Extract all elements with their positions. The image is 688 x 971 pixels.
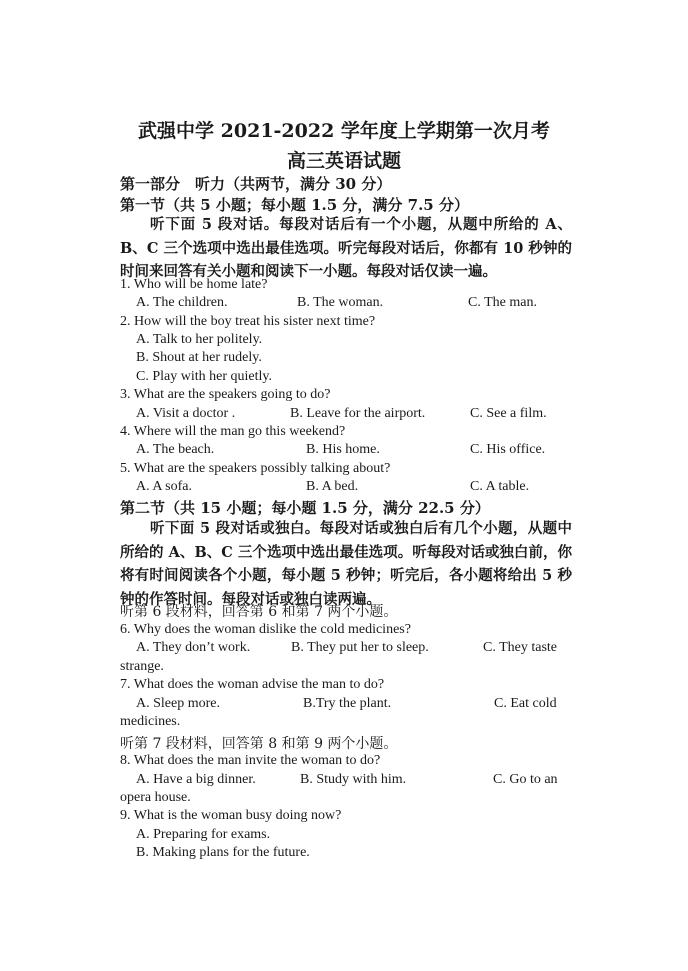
question-6-option-b: B. They put her to sleep. — [291, 640, 429, 655]
question-8-option-b: B. Study with him. — [300, 772, 407, 787]
material-6-note: 听第 6 段材料，回答第 6 和第 7 两个小题。 — [120, 604, 398, 620]
question-3-option-a: A. Visit a doctor . — [136, 406, 236, 421]
question-4-option-a: A. The beach. — [136, 442, 215, 457]
material-7-note: 听第 7 段材料，回答第 8 和第 9 两个小题。 — [120, 736, 398, 752]
page-title: 武强中学 2021-2022 学年度上学期第一次月考 — [138, 120, 550, 142]
question-5-stem: 5. What are the speakers possibly talking about? — [120, 461, 391, 476]
question-1-option-b: B. The woman. — [297, 295, 384, 310]
question-6-option-a: A. They don’t work. — [136, 640, 251, 655]
question-4-option-b: B. His home. — [306, 442, 380, 457]
section2-heading: 第二节（共 15 小题；每小题 1.5 分，满分 22.5 分） — [120, 499, 490, 517]
question-9-option-a: A. Preparing for exams. — [136, 827, 271, 842]
question-3-stem: 3. What are the speakers going to do? — [120, 387, 331, 402]
section2-instructions: 听下面 5 段对话或独白。每段对话或独白后有几个小题，从题中所给的 A、B、C 三个选项中选出最佳选项。听每段对话或独白前，你将有时间阅读各个小题，每小题 5 秒钟；听完后，各小题将给出 5 秒钟的作答时间。每段对话或独白读两遍。 — [120, 520, 572, 608]
question-2-option-c: C. Play with her quietly. — [136, 369, 272, 384]
question-8-option-a: A. Have a big dinner. — [136, 772, 256, 787]
question-5-option-b: B. A bed. — [306, 479, 359, 494]
section1-heading: 第一节（共 5 小题；每小题 1.5 分，满分 7.5 分） — [120, 196, 469, 214]
question-2-stem: 2. How will the boy treat his sister next time? — [120, 314, 376, 329]
question-4-option-c: C. His office. — [470, 442, 546, 457]
question-6-option-c: C. They taste — [483, 640, 558, 655]
question-4-stem: 4. Where will the man go this weekend? — [120, 424, 346, 439]
question-8-option-c: C. Go to an — [493, 772, 558, 787]
question-7-option-a: A. Sleep more. — [136, 696, 220, 711]
question-1-option-c: C. The man. — [468, 295, 537, 310]
question-2-option-a: A. Talk to her politely. — [136, 332, 263, 347]
question-7-stem: 7. What does the woman advise the man to do? — [120, 677, 385, 692]
question-5-option-c: C. A table. — [470, 479, 530, 494]
question-2-option-b: B. Shout at her rudely. — [136, 350, 262, 365]
part1-heading: 第一部分 听力（共两节，满分 30 分） — [120, 175, 392, 193]
question-3-option-c: C. See a film. — [470, 406, 547, 421]
question-3-option-b: B. Leave for the airport. — [290, 406, 426, 421]
question-9-stem: 9. What is the woman busy doing now? — [120, 808, 342, 823]
section1-instructions: 听下面 5 段对话。每段对话后有一个小题，从题中所给的 A、B、C 三个选项中选出最佳选项。听完每段对话后，你都有 10 秒钟的时间来回答有关小题和阅读下一小题。每段对话仅读一遍。 — [120, 216, 572, 280]
question-7-option-c: C. Eat cold — [494, 696, 557, 711]
question-1-stem: 1. Who will be home late? — [120, 277, 268, 292]
question-8-option-c-continued: opera house. — [120, 790, 191, 805]
question-9-option-b: B. Making plans for the future. — [136, 845, 310, 860]
question-7-option-c-continued: medicines. — [120, 714, 181, 729]
question-6-stem: 6. Why does the woman dislike the cold medicines? — [120, 622, 411, 637]
question-8-stem: 8. What does the man invite the woman to do? — [120, 753, 381, 768]
page-subtitle: 高三英语试题 — [286, 150, 401, 172]
question-1-option-a: A. The children. — [136, 295, 228, 310]
question-6-option-c-continued: strange. — [120, 659, 164, 674]
question-5-option-a: A. A sofa. — [136, 479, 192, 494]
question-7-option-b: B.Try the plant. — [303, 696, 392, 711]
